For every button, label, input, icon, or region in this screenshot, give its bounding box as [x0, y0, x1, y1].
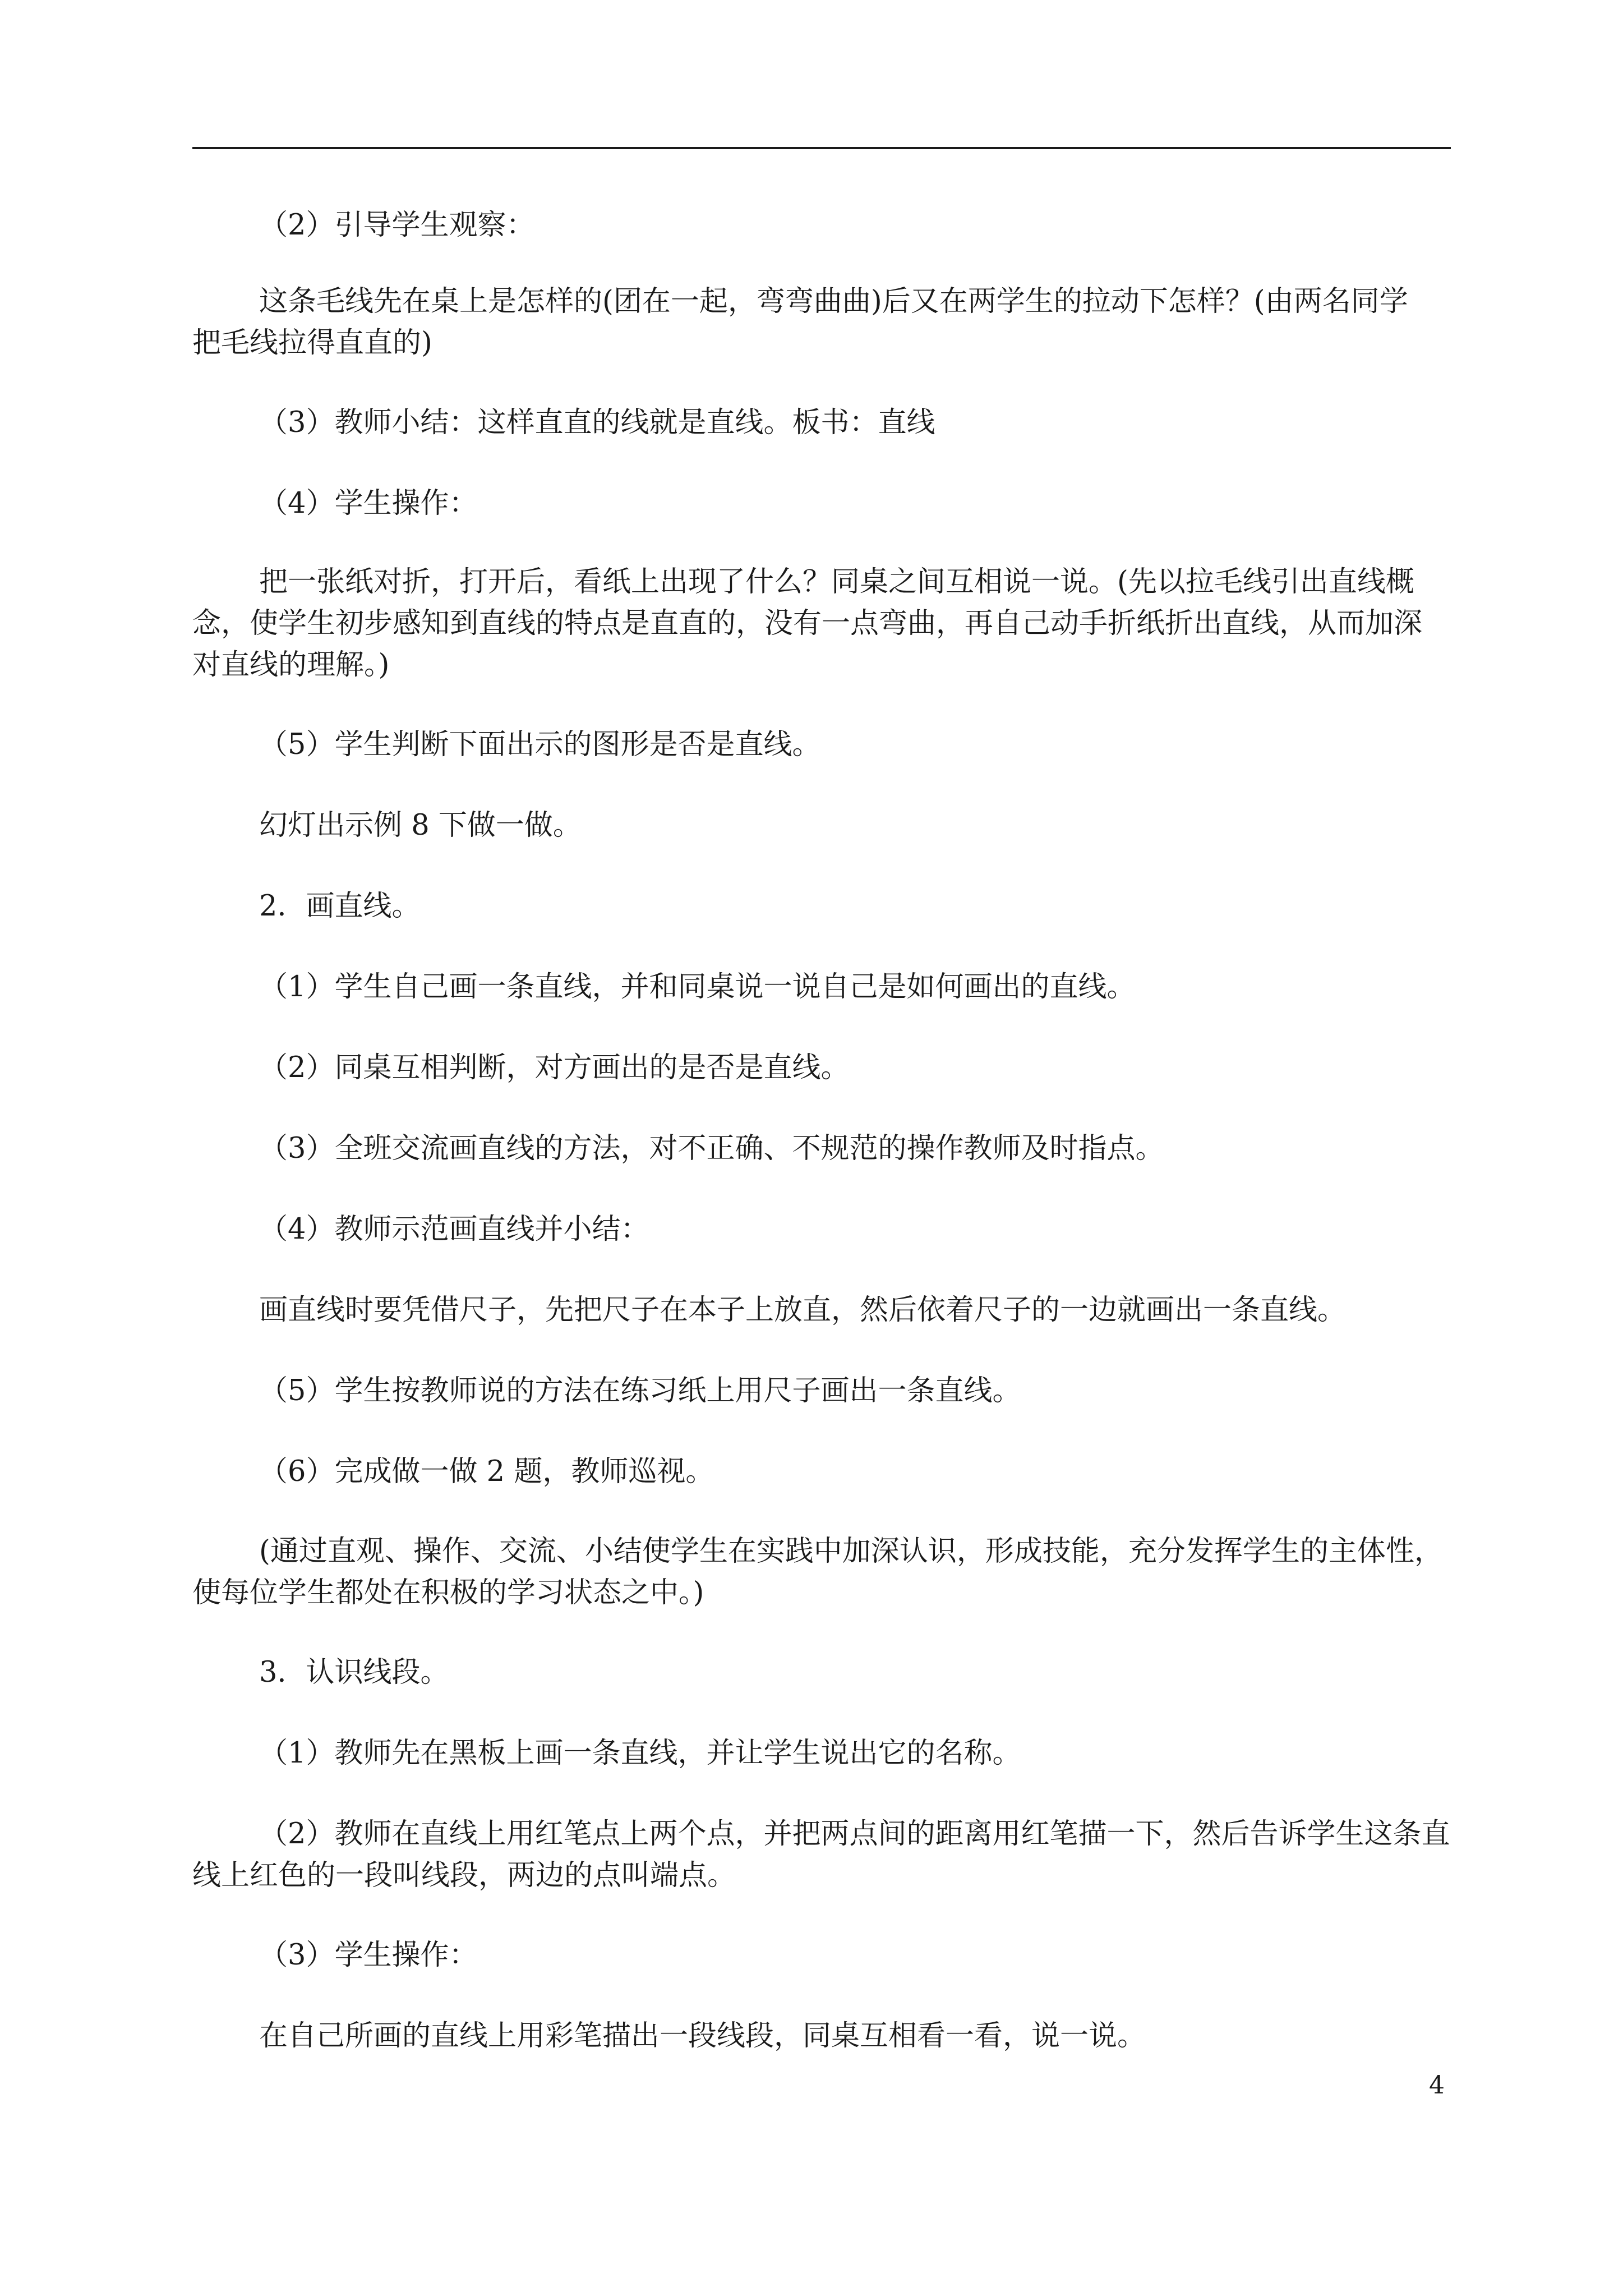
- paragraph-line: （3）全班交流画直线的方法，对不正确、不规范的操作教师及时指点。: [259, 1132, 1164, 1165]
- paragraph-line: (通过直观、操作、交流、小结使学生在实践中加深认识，形成技能，充分发挥学生的主体性，: [259, 1535, 1443, 1568]
- paragraph-line: （4）教师示范画直线并小结：: [259, 1213, 649, 1246]
- paragraph-line: （1）学生自己画一条直线，并和同桌说一说自己是如何画出的直线。: [259, 970, 1136, 1004]
- paragraph-line: 这条毛线先在桌上是怎样的(团在一起，弯弯曲曲)后又在两学生的拉动下怎样？(由两名同学: [259, 285, 1408, 318]
- page-number: 4: [1429, 2071, 1445, 2100]
- paragraph-line: 画直线时要凭借尺子，先把尺子在本子上放直，然后依着尺子的一边就画出一条直线。: [259, 1294, 1347, 1327]
- section-heading: 2．画直线。: [259, 890, 421, 923]
- paragraph-line: 在自己所画的直线上用彩笔描出一段线段，同桌互相看一看，说一说。: [259, 2019, 1146, 2053]
- paragraph-line: （2）引导学生观察：: [259, 209, 535, 242]
- paragraph-line: 念，使学生初步感知到直线的特点是直直的，没有一点弯曲，再自己动手折纸折出直线，从而加深: [192, 607, 1423, 640]
- paragraph-line: （3）教师小结：这样直直的线就是直线。板书：直线: [259, 406, 935, 439]
- paragraph-line: 使每位学生都处在积极的学习状态之中。): [192, 1576, 704, 1609]
- paragraph-line: 把一张纸对折，打开后，看纸上出现了什么？同桌之间互相说一说。(先以拉毛线引出直线概: [259, 565, 1414, 599]
- paragraph-line: （6）完成做一做 2 题，教师巡视。: [259, 1455, 714, 1488]
- section-heading: 3．认识线段。: [259, 1656, 449, 1689]
- paragraph-line: 线上红色的一段叫线段，两边的点叫端点。: [192, 1859, 736, 1892]
- paragraph-line: （5）学生按教师说的方法在练习纸上用尺子画出一条直线。: [259, 1374, 1021, 1407]
- paragraph-line: （2）教师在直线上用红笔点上两个点，并把两点间的距离用红笔描一下，然后告诉学生这条直: [259, 1818, 1450, 1851]
- paragraph-line: 对直线的理解。): [192, 648, 390, 682]
- paragraph-line: （3）学生操作：: [259, 1939, 478, 1972]
- paragraph-line: 把毛线拉得直直的): [192, 326, 432, 360]
- paragraph-line: （4）学生操作：: [259, 487, 478, 520]
- paragraph-line: 幻灯出示例 8 下做一做。: [259, 809, 582, 842]
- paragraph-line: （1）教师先在黑板上画一条直线，并让学生说出它的名称。: [259, 1737, 1021, 1770]
- header-rule: [192, 147, 1451, 149]
- paragraph-line: （2）同桌互相判断，对方画出的是否是直线。: [259, 1051, 850, 1084]
- paragraph-line: （5）学生判断下面出示的图形是否是直线。: [259, 728, 821, 761]
